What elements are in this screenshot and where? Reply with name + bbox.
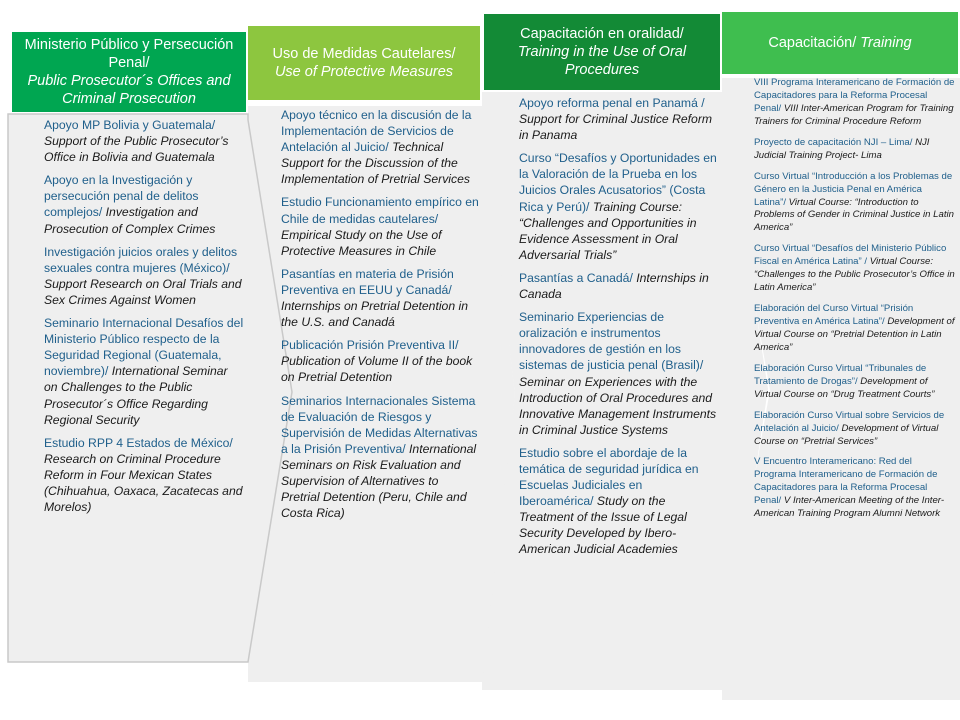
- list-item: VIII Programa Interamericano de Formación de Capacitadores para la Reforma Procesal Penal/ VIII Inter-American Program for Training Trainers for Criminal Procedure Reform: [754, 77, 955, 127]
- list-item: Seminario Experiencias de oralización e instrumentos innovadores de gestión en los sistemas de justicia penal (Brasil)/ Seminar on Experiences with the Introduction of Oral Procedures and Innovative Management Instruments in Criminal Justice Systems: [519, 310, 717, 437]
- column-1-list: [44, 117, 244, 522]
- column-3-list: [519, 95, 719, 565]
- column-4-header-es: Capacitación/: [768, 34, 857, 51]
- list-item: Estudio Funcionamiento empírico en Chile de medidas cautelares/ Empirical Study on the Use of Protective Measures in Chile: [281, 195, 479, 258]
- list-item: Elaboración Curso Virtual “Tribunales de Tratamiento de Drogas”/ Development of Virtual Course on “Drug Treatment Courts”: [754, 362, 935, 400]
- column-4-header-en: Training: [860, 34, 912, 51]
- column-4-header: [722, 12, 958, 74]
- list-item: Proyecto de capacitación NJI – Lima/ NJI Judicial Training Project- Lima: [754, 136, 930, 161]
- column-1-header: [12, 32, 246, 112]
- list-item: Elaboración del Curso Virtual “Prisión Preventiva en América Latina”/ Development of Virtual Course on “Pretrial Detention in Latin America”: [754, 303, 955, 353]
- list-item: Apoyo en la Investigación y persecución penal de delitos complejos/ Investigation and Prosecution of Complex Crimes: [44, 173, 216, 236]
- list-item: Investigación juicios orales y delitos sexuales contra mujeres (México)/ Support Research on Oral Trials and Sex Crimes Against Women: [44, 244, 242, 307]
- column-1-header-en: Public Prosecutor´s Offices and Criminal Prosecution: [27, 73, 231, 108]
- column-3-header-es: Capacitación en oralidad/: [520, 25, 684, 42]
- column-3-header: [484, 14, 720, 90]
- list-item: Pasantías en materia de Prisión Preventiva en EEUU y Canadá/ Internships on Pretrial Detention in the U.S. and Canadá: [281, 266, 468, 330]
- list-item: Estudio sobre el abordaje de la temática de seguridad jurídica en Escuelas Judiciales en Iberoamérica/ Study on the Treatment of the Issue of Legal Security Developed by Ibero-American Judicial Academies: [519, 445, 699, 557]
- list-item: Apoyo reforma penal en Panamá / Support for Criminal Justice Reform in Panama: [519, 96, 713, 143]
- column-1-header-es: Ministerio Público y Persecución Penal/: [24, 36, 234, 71]
- list-item: Curso “Desafíos y Oportunidades en la Valoración de la Prueba en los Juicios Orales Acusatorios” (Costa Rica y Perú)/ Training Course: “Challenges and Opportunities in Evidence Assessment in Oral Adversarial Trials”: [519, 151, 717, 262]
- column-2-list: [281, 107, 479, 528]
- list-item: Curso Virtual “Introducción a los Problemas de Género en la Justicia Penal en América Latina”/ Virtual Course: “Introduction to Problems of Gender in Criminal Justice in Latin America”: [754, 170, 954, 234]
- list-item: Apoyo MP Bolivia y Guatemala/ Support of the Public Prosecutor’s Office in Bolivia and Guatemala: [44, 118, 229, 165]
- column-2-header-es: Uso de Medidas Cautelares/: [272, 45, 456, 62]
- column-4-list: [754, 77, 956, 529]
- list-item: Publicación Prisión Preventiva II/ Publication of Volume II of the book on Pretrial Detention: [281, 338, 473, 385]
- list-item: Curso Virtual “Desafíos del Ministerio Público Fiscal en América Latina” / Virtual Course: “Challenges to the Public Prosecutor’s Office in Latin America”: [754, 243, 955, 294]
- column-2-header: [248, 26, 480, 100]
- column-2-header-en: Use of Protective Measures: [274, 64, 454, 80]
- list-item: Apoyo técnico en la discusión de la Implementación de Servicios de Antelación al Juicio/ Technical Support for the Discussion of the Implementation of Pretrial Services: [281, 108, 472, 187]
- list-item: Estudio RPP 4 Estados de México/ Research on Criminal Procedure Reform in Four Mexican States (Chihuahua, Oaxaca, Zacatecas and Morelos): [44, 435, 243, 515]
- list-item: Elaboración Curso Virtual sobre Servicios de Antelación al Juicio/ Development of Virtual Course on “Pretrial Services”: [754, 409, 945, 447]
- list-item: Seminario Internacional Desafíos del Ministerio Público respecto de la Seguridad Regional (Guatemala, noviembre)/ International Seminar on Challenges to the Public Prosecutor´s Office Regarding Regional Security: [44, 316, 244, 427]
- list-item: Seminarios Internacionales Sistema de Evaluación de Riesgos y Supervisión de Medidas Alternativas a la Prisión Preventiva/ International Seminars on Risk Evaluation and Supervision of Alternatives to Pretrial Detention (Peru, Chile and Costa Rica): [281, 393, 478, 521]
- list-item: Pasantías a Canadá/ Internships in Canada: [519, 270, 709, 302]
- column-3-header-en: Training in the Use of Oral Procedures: [517, 43, 687, 79]
- list-item: V Encuentro Interamericano: Red del Programa Interamericano de Formación de Capacitadores para la Reforma Procesal Penal/ V Inter-American Meeting of the Inter-American Training Program Alumni Network: [754, 456, 945, 520]
